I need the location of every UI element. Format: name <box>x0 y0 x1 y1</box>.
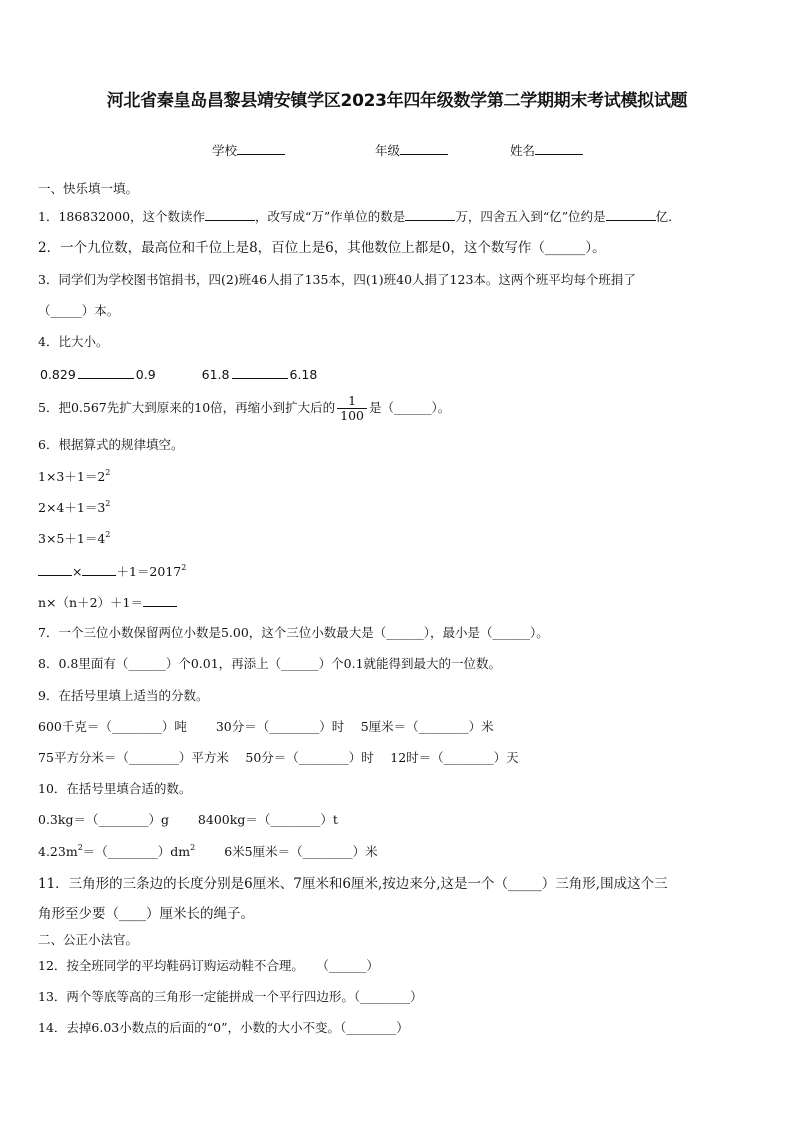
question-2: 2．一个九位数，最高位和千位上是8，百位上是6，其他数位上都是0，这个数写作（______）。 <box>38 240 606 256</box>
question-13: 13．两个等底等高的三角形一定能拼成一个平行四边形。（________） <box>38 989 423 1004</box>
grade-blank[interactable] <box>400 142 448 155</box>
section-2-heading: 二、公正小法官。 <box>38 932 139 947</box>
question-9: 9．在括号里填上适当的分数。 <box>38 688 209 703</box>
q9-row-2: 75平方分米＝（________）平方米 50分＝（________）时 12时＝（________）天 <box>38 750 519 765</box>
q6-line-1: $1\times 3+1=2^2$ <box>38 468 111 484</box>
name-label: 姓名 <box>509 143 535 158</box>
question-1: 1．186832000，这个数读作 ，改写成“万”作单位的数是 万，四舍五入到“亿”位约是 亿． <box>38 209 681 224</box>
fraction: $\frac{1}{100}$ <box>337 394 367 423</box>
q6-line-4: × $+1=2017^2$ <box>38 563 186 580</box>
question-10: 10．在括号里填合适的数。 <box>38 781 192 796</box>
question-3-line-2: （_____）本。 <box>38 303 120 318</box>
question-5: 5．把0.567先扩大到原来的10倍，再缩小到扩大后的 $\frac{1}{100}$ 是（______）。 <box>38 393 451 423</box>
q6-blank-2[interactable] <box>82 563 116 576</box>
section-1-heading: 一、快乐填一填。 <box>38 181 139 196</box>
question-7: 7．一个三位小数保留两位小数是5.00，这个三位小数最大是（______），最小是（______）。 <box>38 625 549 640</box>
student-info-row <box>212 142 583 159</box>
q6-blank-3[interactable] <box>143 594 177 607</box>
school-label: 学校 <box>212 143 238 158</box>
q10-row-1: 0.3kg＝（________）g 8400kg＝（________）t <box>38 812 338 827</box>
grade-label: 年级 <box>374 143 400 158</box>
page-title: 河北省秦皇岛昌黎县靖安镇学区2023年四年级数学第二学期期末考试模拟试题 <box>106 91 688 111</box>
question-4-compare-row: 0.829 0.9 61.8 6.18 <box>40 367 318 382</box>
q6-line-2: $2\times 4+1=3^2$ <box>38 499 111 515</box>
question-8: 8．0.8里面有（______）个0.01，再添上（______）个0.1就能得到最大的一位数。 <box>38 656 502 671</box>
q1-blank-2[interactable] <box>405 208 455 221</box>
q4-blank-2[interactable] <box>232 366 288 379</box>
q10-row-2: $4.23m^2=(\_\_\_\_\_\_\_\_)dm^2$ 6米5厘米＝（________）米 <box>38 843 378 859</box>
q9-row-1: 600千克＝（________）吨 30分＝（________）时 5厘米＝（________）米 <box>38 719 494 734</box>
q4-blank-1[interactable] <box>78 366 134 379</box>
name-blank[interactable] <box>535 142 583 155</box>
question-11-line-1: 11．三角形的三条边的长度分别是6厘米、7厘米和6厘米,按边来分,这是一个（_____）三角形,围成这个三 <box>38 876 668 892</box>
question-14: 14．去掉6.03小数点的后面的“0”，小数的大小不变。（________） <box>38 1020 409 1035</box>
q6-blank-1[interactable] <box>38 563 72 576</box>
question-3-line-1: 3．同学们为学校图书馆捐书，四(2)班46人捐了135本，四(1)班40人捐了123本。这两个班平均每个班捐了 <box>38 272 636 287</box>
question-12: 12．按全班同学的平均鞋码订购运动鞋不合理。 （______） <box>38 958 379 973</box>
question-11-line-2: 角形至少要（____）厘米长的绳子。 <box>38 906 254 922</box>
question-6: 6．根据算式的规律填空。 <box>38 437 184 452</box>
q6-line-3: $3\times 5+1=4^2$ <box>38 530 111 546</box>
q6-line-5: n×（n＋2）＋1＝ <box>38 594 177 611</box>
school-blank[interactable] <box>237 142 285 155</box>
q1-blank-1[interactable] <box>205 208 255 221</box>
question-4: 4．比大小。 <box>38 334 109 349</box>
q1-blank-3[interactable] <box>606 208 656 221</box>
